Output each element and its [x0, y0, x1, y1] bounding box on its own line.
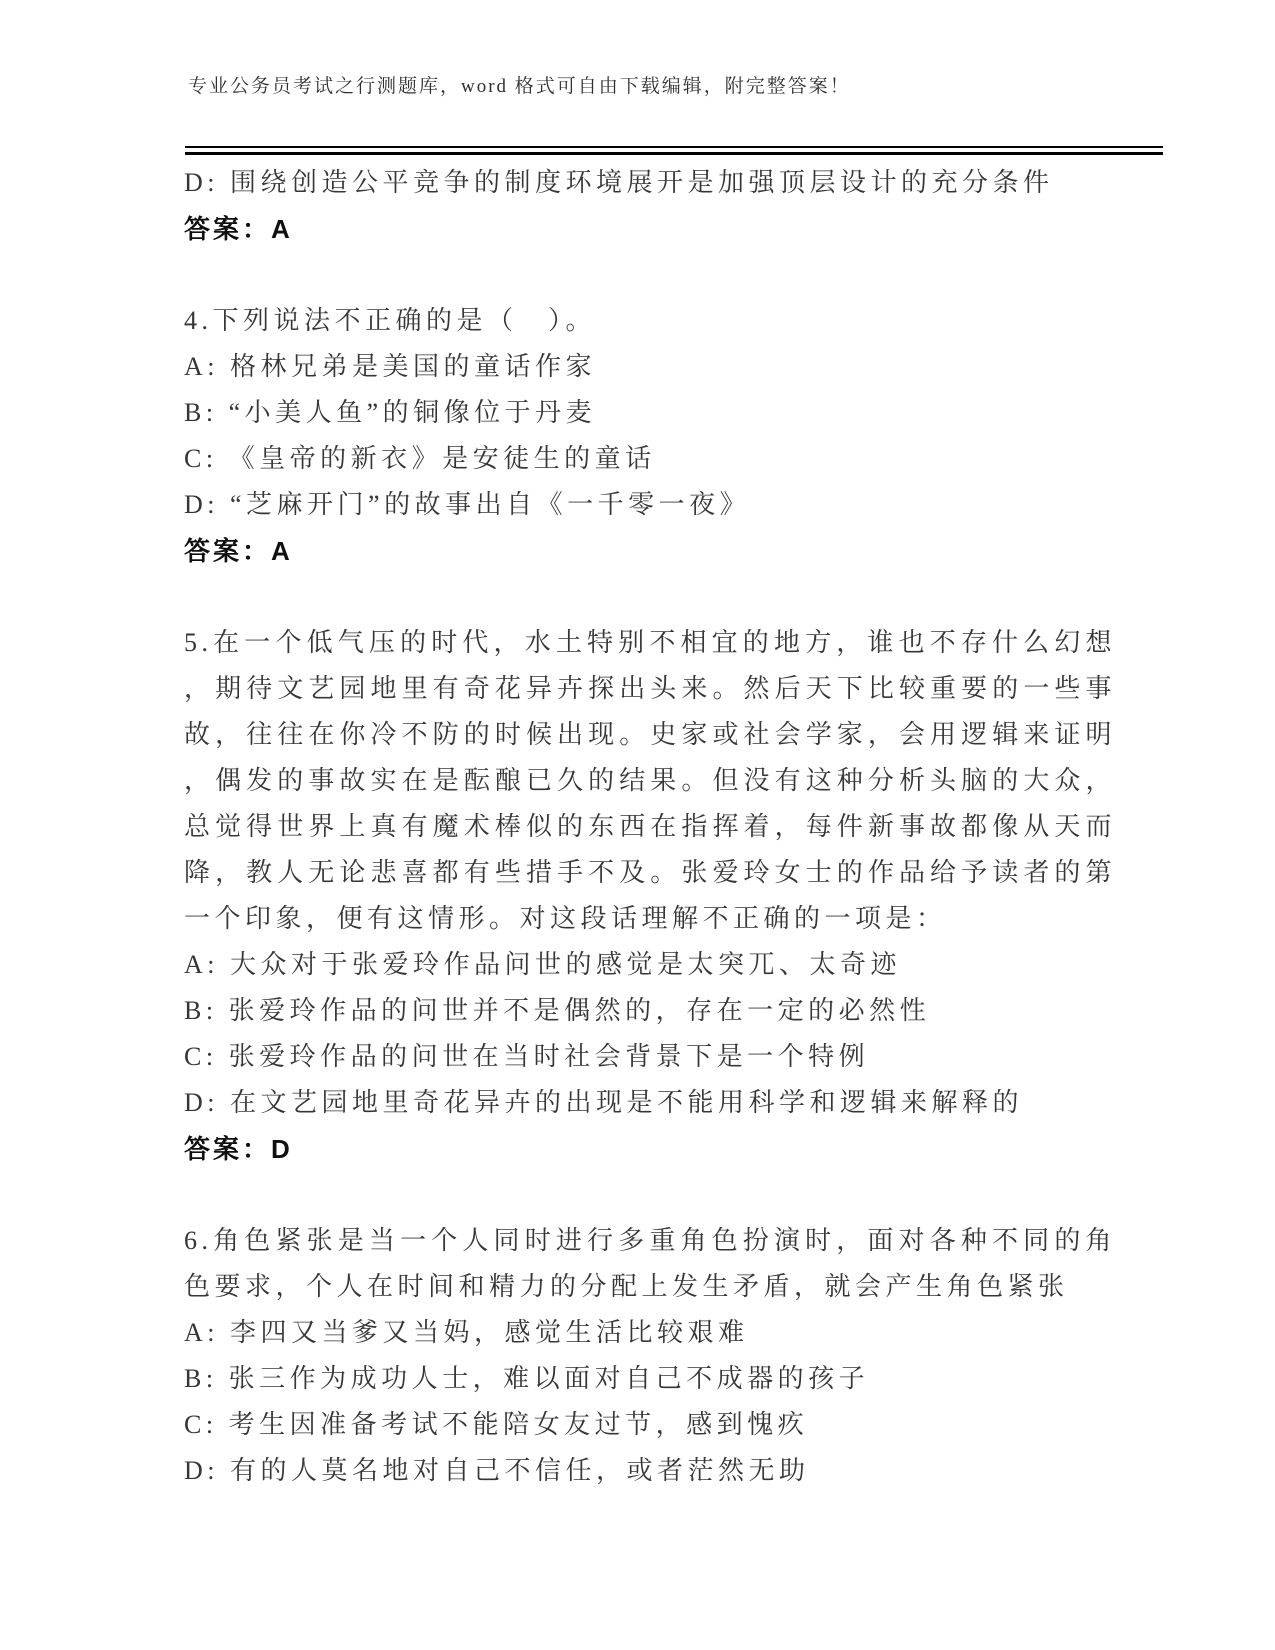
answer-line: 答案：A — [184, 536, 293, 566]
question-text: 6.角色紧张是当一个人同时进行多重角色扮演时，面对各种不同的角色要求，个人在时间和精力的分配上发生矛盾，就会产生角色紧张 — [184, 1226, 1116, 1301]
option-c: C: 考生因准备考试不能陪女友过节，感到愧疚 — [184, 1410, 809, 1439]
option-d: D: 在文艺园地里奇花异卉的出现是不能用科学和逻辑来解释的 — [184, 1088, 1024, 1117]
question-block-6 — [184, 1218, 1116, 1494]
option-c: C: 《皇帝的新衣》是安徒生的童话 — [184, 444, 656, 473]
option-b: B: “小美人鱼”的铜像位于丹麦 — [184, 398, 597, 427]
option-d: D: 围绕创造公平竞争的制度环境展开是加强顶层设计的充分条件 — [184, 168, 1054, 197]
answer-line: 答案：D — [184, 1134, 293, 1164]
question-block-4 — [184, 298, 1116, 574]
question-block-3-tail — [184, 160, 1116, 252]
document-body — [184, 160, 1116, 1494]
option-b: B: 张爱玲作品的问世并不是偶然的，存在一定的必然性 — [184, 996, 931, 1025]
option-d: D: 有的人莫名地对自己不信任，或者茫然无助 — [184, 1456, 810, 1485]
page-header-text: 专业公务员考试之行测题库，word 格式可自由下载编辑，附完整答案！ — [188, 76, 851, 97]
header-divider-rule — [185, 146, 1163, 155]
option-d: D: “芝麻开门”的故事出自《一千零一夜》 — [184, 490, 751, 519]
option-a: A: 大众对于张爱玲作品问世的感觉是太突兀、太奇迹 — [184, 950, 902, 979]
option-c: C: 张爱玲作品的问世在当时社会背景下是一个特例 — [184, 1042, 870, 1071]
answer-line: 答案：A — [184, 214, 293, 244]
question-block-5 — [184, 620, 1116, 1172]
option-a: A: 李四又当爹又当妈，感觉生活比较艰难 — [184, 1318, 749, 1347]
question-text: 5.在一个低气压的时代，水土特别不相宜的地方，谁也不存什么幻想，期待文艺园地里有奇花异卉探出头来。然后天下比较重要的一些事故，往往在你冷不防的时候出现。史家或社会学家，会用逻辑来证明，偶发的事故实在是酝酿已久的结果。但没有这种分析头脑的大众，总觉得世界上真有魔术棒似的东西在指挥着，每件新事故都像从天而降，教人无论悲喜都有些措手不及。张爱玲女士的作品给予读者的第一个印象，便有这情形。对这段话理解不正确的一项是： — [184, 628, 1116, 933]
option-a: A: 格林兄弟是美国的童话作家 — [184, 352, 597, 381]
option-b: B: 张三作为成功人士，难以面对自己不成器的孩子 — [184, 1364, 870, 1393]
question-text: 4.下列说法不正确的是（ ）。 — [184, 306, 597, 335]
